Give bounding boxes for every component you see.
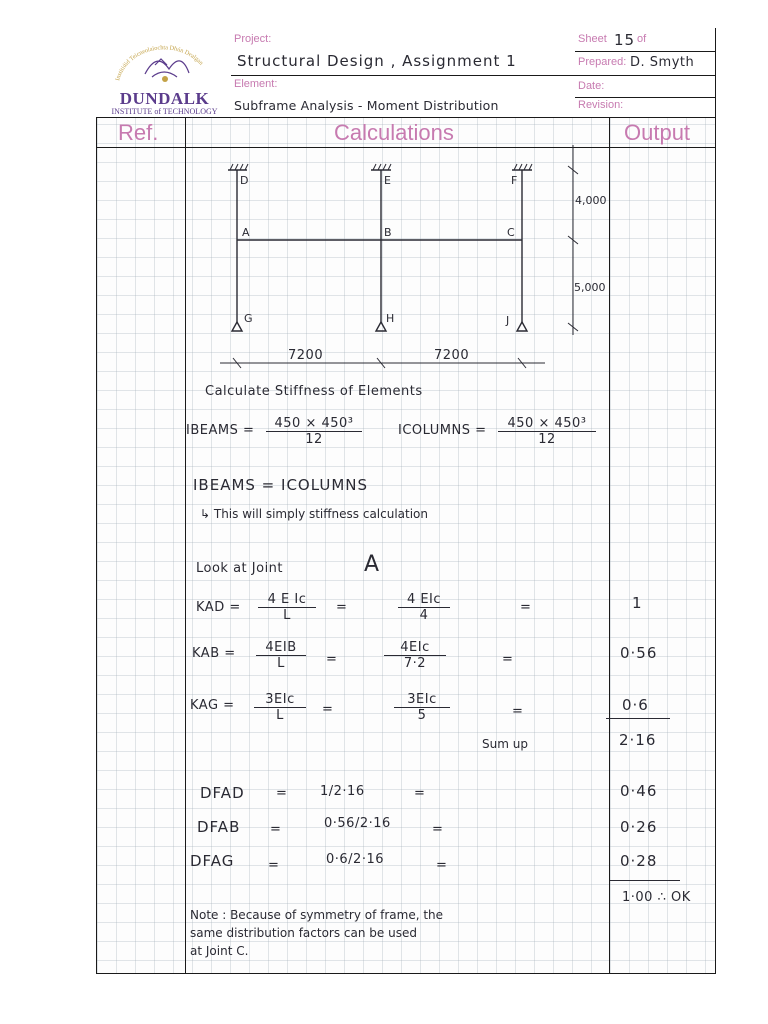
total-output: 1·00 ∴ OK (622, 890, 691, 905)
ibeams-numerator: 450 × 450³ (266, 416, 362, 432)
k-ab-denominator: L (277, 656, 285, 671)
df-ag-equals-2: = (436, 858, 448, 873)
node-label-h: H (386, 312, 395, 325)
revision-label: Revision: (578, 99, 624, 111)
df-ag-equals: = (268, 858, 280, 873)
ibeams-fraction (266, 416, 362, 447)
k-ab-numerator-2: 4EIc (384, 640, 446, 656)
node-label-c: C (507, 226, 515, 239)
k-ab-denominator-2: 7·2 (403, 656, 427, 671)
icolumns-lhs: ICOLUMNS = (398, 423, 487, 438)
k-ad-output: 1 (632, 594, 643, 612)
k-ag-lhs: KAG = (190, 698, 235, 713)
k-ab-fraction-2 (384, 640, 446, 671)
k-ad-numerator-2: 4 EIc (398, 592, 450, 608)
pin-support-j (517, 322, 527, 331)
node-label-b: B (384, 226, 392, 239)
k-ag-numerator-2: 3EIc (394, 692, 450, 708)
icolumns-denominator: 12 (538, 432, 556, 447)
project-value: Structural Design , Assignment 1 (237, 52, 517, 70)
df-ad-output: 0·46 (620, 782, 658, 800)
ibeams-denominator: 12 (305, 432, 323, 447)
df-ad-equals: = (276, 786, 288, 801)
df-ag-lhs: DFAG (190, 852, 235, 870)
df-ab-equals: = (270, 822, 282, 837)
df-ab-output: 0·26 (620, 818, 658, 836)
output-column-title: Output (624, 120, 691, 145)
node-label-g: G (244, 312, 253, 325)
node-label-d: D (240, 174, 249, 187)
k-ad-equals: = (336, 600, 348, 615)
pin-support-h (376, 322, 386, 331)
note-line-3: at Joint C. (190, 944, 249, 958)
dimension-bottom: 5,000 (574, 281, 606, 294)
note-line-1: Note : Because of symmetry of frame, the (190, 908, 444, 922)
project-label: Project: (234, 33, 272, 45)
df-ag-expression: 0·6/2·16 (326, 852, 384, 867)
sheet-label: Sheet (578, 33, 607, 45)
ibeams-equals-icolumns: IBEAMS = ICOLUMNS (193, 476, 368, 494)
k-ad-fraction (258, 592, 316, 623)
span-left: 7200 (288, 348, 324, 363)
node-label-f: F (511, 174, 518, 187)
prepared-label: Prepared: (578, 56, 627, 68)
sum-underline (606, 718, 670, 719)
df-ad-equals-2: = (414, 786, 426, 801)
k-ab-output: 0·56 (620, 644, 658, 662)
note-line-2: same distribution factors can be used (190, 926, 417, 940)
k-ag-equals: = (322, 702, 334, 717)
icolumns-fraction (498, 416, 596, 447)
df-ad-expression: 1/2·16 (320, 784, 365, 799)
calculations-column-title: Calculations (334, 120, 454, 145)
logo-arc-text: Institiúid Teicneolaíochta Dhún Dealgan (114, 44, 205, 82)
logo-subtitle: INSTITUTE of TECHNOLOGY (111, 107, 218, 116)
ibeams-lhs: IBEAMS = (186, 423, 255, 438)
node-label-e: E (384, 174, 391, 187)
icolumns-numerator: 450 × 450³ (498, 416, 596, 432)
df-ad-lhs: DFAD (200, 784, 245, 802)
ref-column-title: Ref. (118, 120, 159, 145)
k-ag-denominator-2: 5 (417, 708, 427, 723)
total-underline (610, 880, 680, 881)
k-ag-output: 0·6 (622, 696, 649, 714)
element-value: Subframe Analysis - Moment Distribution (234, 98, 499, 113)
k-ab-equals: = (326, 652, 338, 667)
element-label: Element: (234, 78, 278, 90)
k-ab-equals-2: = (502, 652, 514, 667)
k-ad-denominator: L (283, 608, 291, 623)
df-ab-equals-2: = (432, 822, 444, 837)
k-ad-equals-2: = (520, 600, 532, 615)
k-ad-lhs: KAD = (196, 600, 241, 615)
df-ab-expression: 0·56/2·16 (324, 816, 391, 831)
simplify-note: ↳ This will simply stiffness calculation (200, 507, 429, 521)
sheet-value: 15 (614, 31, 636, 49)
k-ag-numerator: 3EIc (254, 692, 306, 708)
k-ad-numerator: 4 E Ic (258, 592, 316, 608)
k-ad-fraction-2 (398, 592, 450, 623)
date-label: Date: (578, 80, 605, 92)
k-ag-equals-2: = (512, 704, 524, 719)
stiffness-heading: Calculate Stiffness of Elements (205, 384, 423, 399)
sum-output: 2·16 (619, 731, 657, 749)
df-ag-output: 0·28 (620, 852, 658, 870)
prepared-value: D. Smyth (630, 55, 695, 70)
k-ag-denominator: L (276, 708, 284, 723)
dimension-top: 4,000 (575, 194, 607, 207)
k-ab-fraction (256, 640, 306, 671)
k-ab-numerator: 4EIB (256, 640, 306, 656)
pin-support-g (232, 322, 242, 331)
sum-up-label: Sum up (482, 737, 528, 751)
logo-name: DUNDALK (119, 89, 210, 108)
look-at-joint: Look at Joint (196, 561, 284, 576)
df-ab-lhs: DFAB (197, 818, 241, 836)
k-ab-lhs: KAB = (192, 646, 236, 661)
span-right: 7200 (434, 348, 470, 363)
node-label-a: A (242, 226, 250, 239)
node-label-j: J (506, 314, 510, 327)
k-ag-fraction-2 (394, 692, 450, 723)
k-ag-fraction (254, 692, 306, 723)
look-at-joint-letter: A (364, 552, 380, 577)
sheet-of-label: of (637, 33, 647, 45)
k-ad-denominator-2: 4 (419, 608, 429, 623)
